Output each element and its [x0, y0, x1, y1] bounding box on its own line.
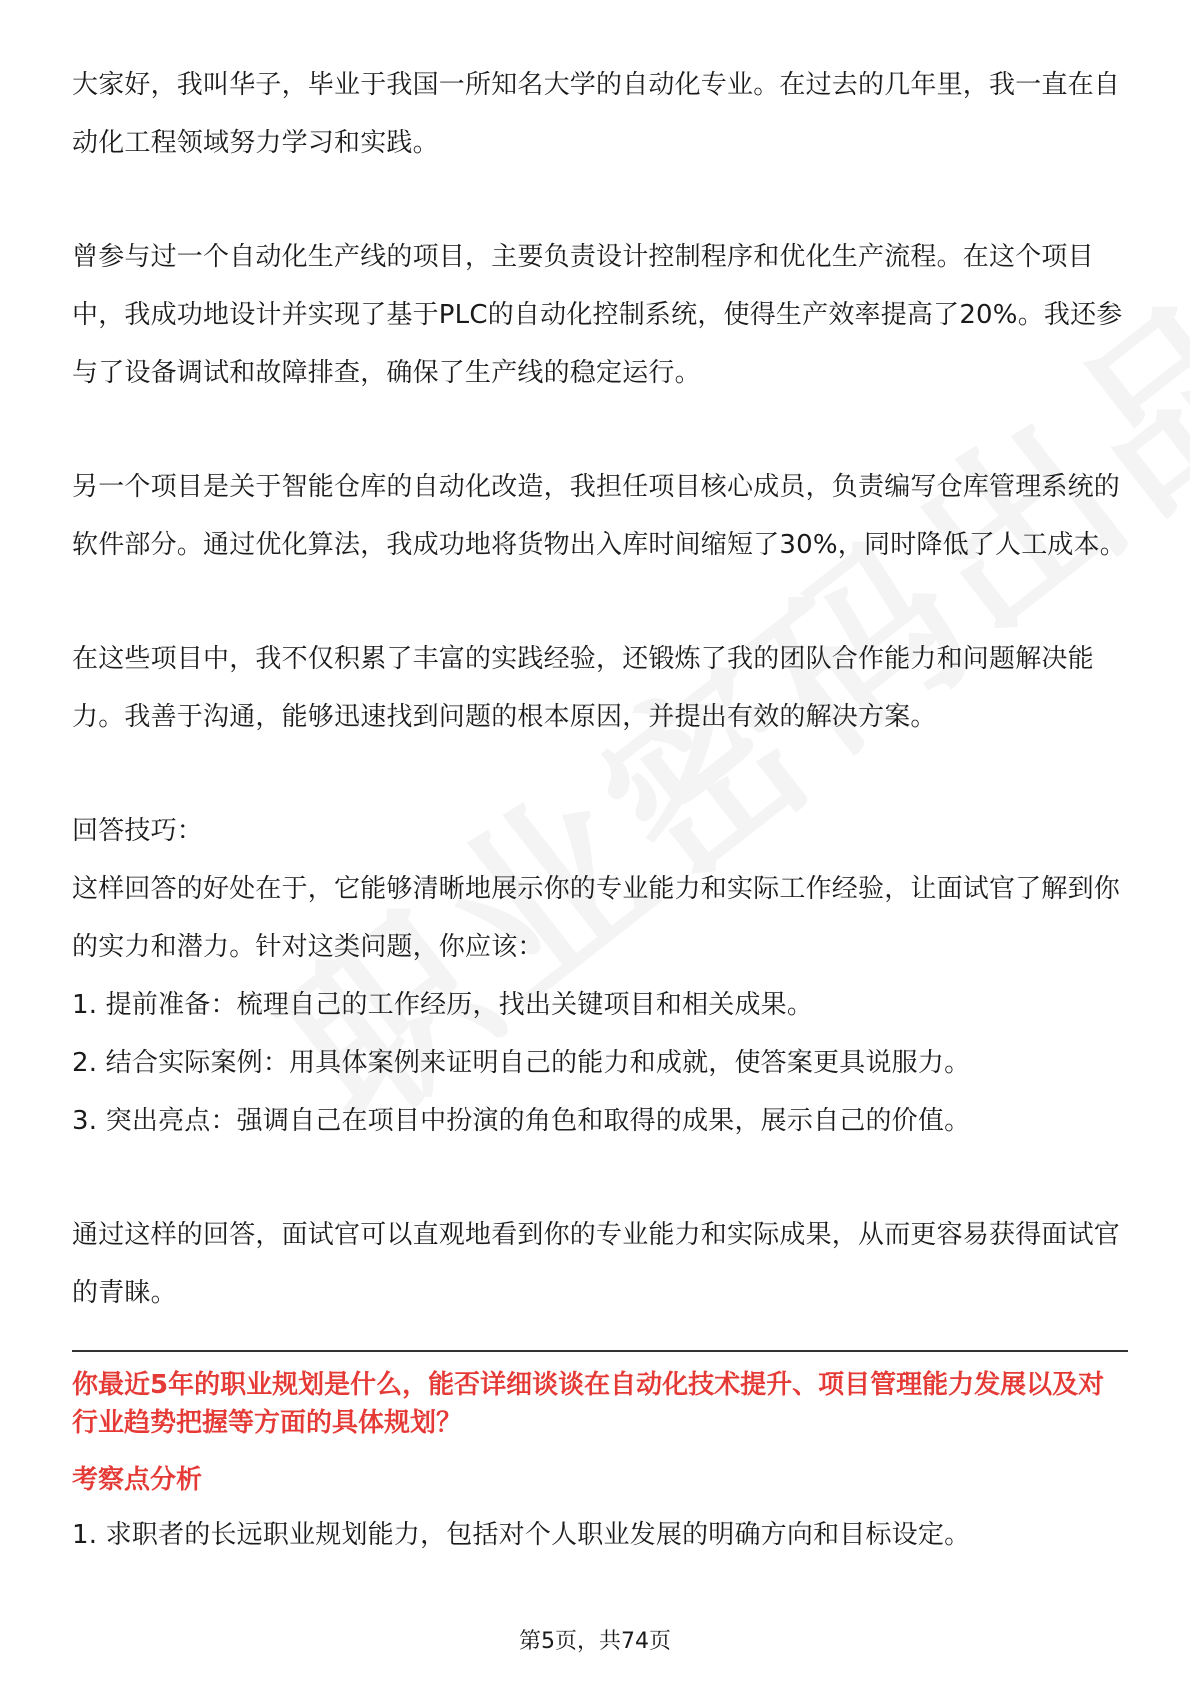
paragraph-project-smart-warehouse: 另一个项目是关于智能仓库的自动化改造，我担任项目核心成员，负责编写仓库管理系统的软件部分。通过优化算法，我成功地将货物出入库时间缩短了30%，同时降低了人工成本。: [72, 472, 1126, 560]
tips-item: 2. 结合实际案例：用具体案例来证明自己的能力和成就，使答案更具说服力。: [72, 1048, 971, 1078]
analysis-item: 1. 求职者的长远职业规划能力，包括对个人职业发展的明确方向和目标设定。: [72, 1520, 971, 1550]
tips-intro: 这样回答的好处在于，它能够清晰地展示你的专业能力和实际工作经验，让面试官了解到你的实力和潜力。针对这类问题，你应该：: [72, 874, 1121, 962]
next-question-title: 你最近5年的职业规划是什么，能否详细谈谈在自动化技术提升、项目管理能力发展以及对行业趋势把握等方面的具体规划？: [72, 1370, 1105, 1438]
tips-item: 1. 提前准备：梳理自己的工作经历，找出关键项目和相关成果。: [72, 990, 814, 1020]
paragraph-intro: 大家好，我叫华子，毕业于我国一所知名大学的自动化专业。在过去的几年里，我一直在自动化工程领域努力学习和实践。: [72, 70, 1121, 158]
paragraph-summary: 在这些项目中，我不仅积累了丰富的实践经验，还锻炼了我的团队合作能力和问题解决能力。我善于沟通，能够迅速找到问题的根本原因，并提出有效的解决方案。: [72, 644, 1094, 732]
page-footer: [0, 1624, 1190, 1655]
tips-heading: 回答技巧：: [72, 816, 204, 846]
analysis-title: 考察点分析: [72, 1465, 203, 1495]
section-divider: [72, 1350, 1128, 1352]
tips-item: 3. 突出亮点：强调自己在项目中扮演的角色和取得的成果，展示自己的价值。: [72, 1106, 971, 1136]
document-page: [72, 56, 1128, 1564]
answer-tips-section: [72, 802, 1128, 1150]
page-number-label: 第5页，共74页: [519, 1629, 671, 1654]
paragraph-project-production-line: 曾参与过一个自动化生产线的项目，主要负责设计控制程序和优化生产流程。在这个项目中，我成功地设计并实现了基于PLC的自动化控制系统，使得生产效率提高了20%。我还参与了设备调试和故障排查，确保了生产线的稳定运行。: [72, 242, 1123, 388]
paragraph-conclusion: 通过这样的回答，面试官可以直观地看到你的专业能力和实际成果，从而更容易获得面试官的青睐。: [72, 1220, 1121, 1308]
